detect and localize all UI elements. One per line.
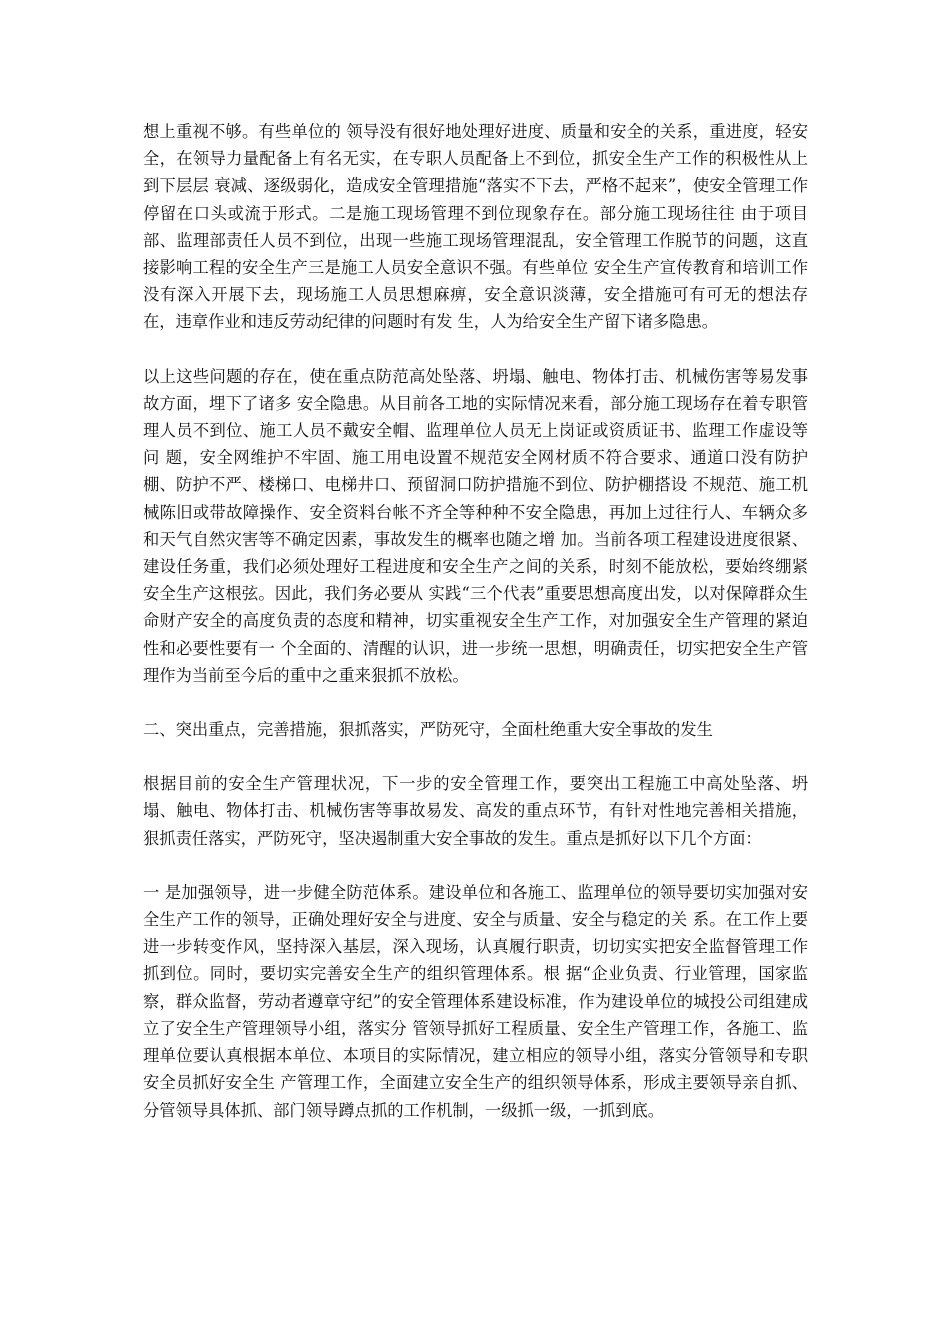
document-page — [143, 118, 808, 1151]
paragraph-3: 根据目前的安全生产管理状况，下一步的安全管理工作，要突出工程施工中高处坠落、坍塌、触电、物体打击、机械伤害等事故易发、高发的重点环节，有针对性地完善相关措施，狠抓责任落实，严防死守，坚决遏制重大安全事故的发生。重点是抓好以下几个方面： — [143, 774, 808, 848]
section-heading: 二、突出重点，完善措施，狠抓落实，严防死守，全面杜绝重大安全事故的发生 — [143, 720, 713, 740]
paragraph-2: 以上这些问题的存在，使在重点防范高处坠落、坍塌、触电、物体打击、机械伤害等易发事故方面，埋下了诸多 安全隐患。从目前各工地的实际情况来看，部分施工现场存在着专职管理人员不到位、施工人员不戴安全帽、监理单位人员无上岗证或资质证书、监理工作虚设等问 题，安全网维护不牢固、施工用电设置不规范安全网材质不符合要求、通道口没有防护棚、防护不严、楼梯口、电梯井口、预留洞口防护措施不到位、防护棚搭设 不规范、施工机械陈旧或带故障操作、安全资料台帐不齐全等种种不安全隐患，再加上过往行人、车辆众多和天气自然灾害等不确定因素，事故发生的概率也随之增 加。当前各项工程建设进度很紧、建设任务重，我们必须处理好工程进度和安全生产之间的关系，时刻不能放松，要始终绷紧安全生产这根弦。因此，我们务必要从 实践“三个代表”重要思想高度出发，以对保障群众生命财产安全的高度负责的态度和精神，切实重视安全生产工作，对加强安全生产管理的紧迫性和必要性要有一 个全面的、清醒的认识，进一步统一思想，明确责任，切实把安全生产管理作为当前至今后的重中之重来狠抓不放松。 — [143, 366, 808, 685]
paragraph-1: 想上重视不够。有些单位的 领导没有很好地处理好进度、质量和安全的关系，重进度，轻安全，在领导力量配备上有名无实，在专职人员配备上不到位，抓安全生产工作的积极性从上到下层层 衰减、逐级弱化，造成安全管理措施“落实不下去，严格不起来”，使安全管理工作停留在口头或流于形式。二是施工现场管理不到位现象存在。部分施工现场往往 由于项目部、监理部责任人员不到位，出现一些施工现场管理混乱，安全管理工作脱节的问题，这直接影响工程的安全生产三是施工人员安全意识不强。有些单位 安全生产宣传教育和培训工作没有深入开展下去，现场施工人员思想麻痹，安全意识淡薄，安全措施可有可无的想法存在，违章作业和违反劳动纪律的问题时有发 生，人为给安全生产留下诸多隐患。 — [143, 122, 808, 332]
paragraph-4: 一 是加强领导，进一步健全防范体系。建设单位和各施工、监理单位的领导要切实加强对安全生产工作的领导，正确处理好安全与进度、安全与质量、安全与稳定的关 系。在工作上要进一步转变作风，坚持深入基层，深入现场，认真履行职责，切切实实把安全监督管理工作抓到位。同时，要切实完善安全生产的组织管理体系。根 据“企业负责、行业管理，国家监察，群众监督，劳动者遵章守纪”的安全管理体系建设标准，作为建设单位的城投公司组建成立了安全生产管理领导小组，落实分 管领导抓好工程质量、安全生产管理工作，各施工、监理单位要认真根据本单位、本项目的实际情况，建立相应的领导小组，落实分管领导和专职安全员抓好安全生 产管理工作，全面建立安全生产的组织领导体系，形成主要领导亲自抓、分管领导具体抓、部门领导蹲点抓的工作机制，一级抓一级，一抓到底。 — [143, 882, 808, 1120]
